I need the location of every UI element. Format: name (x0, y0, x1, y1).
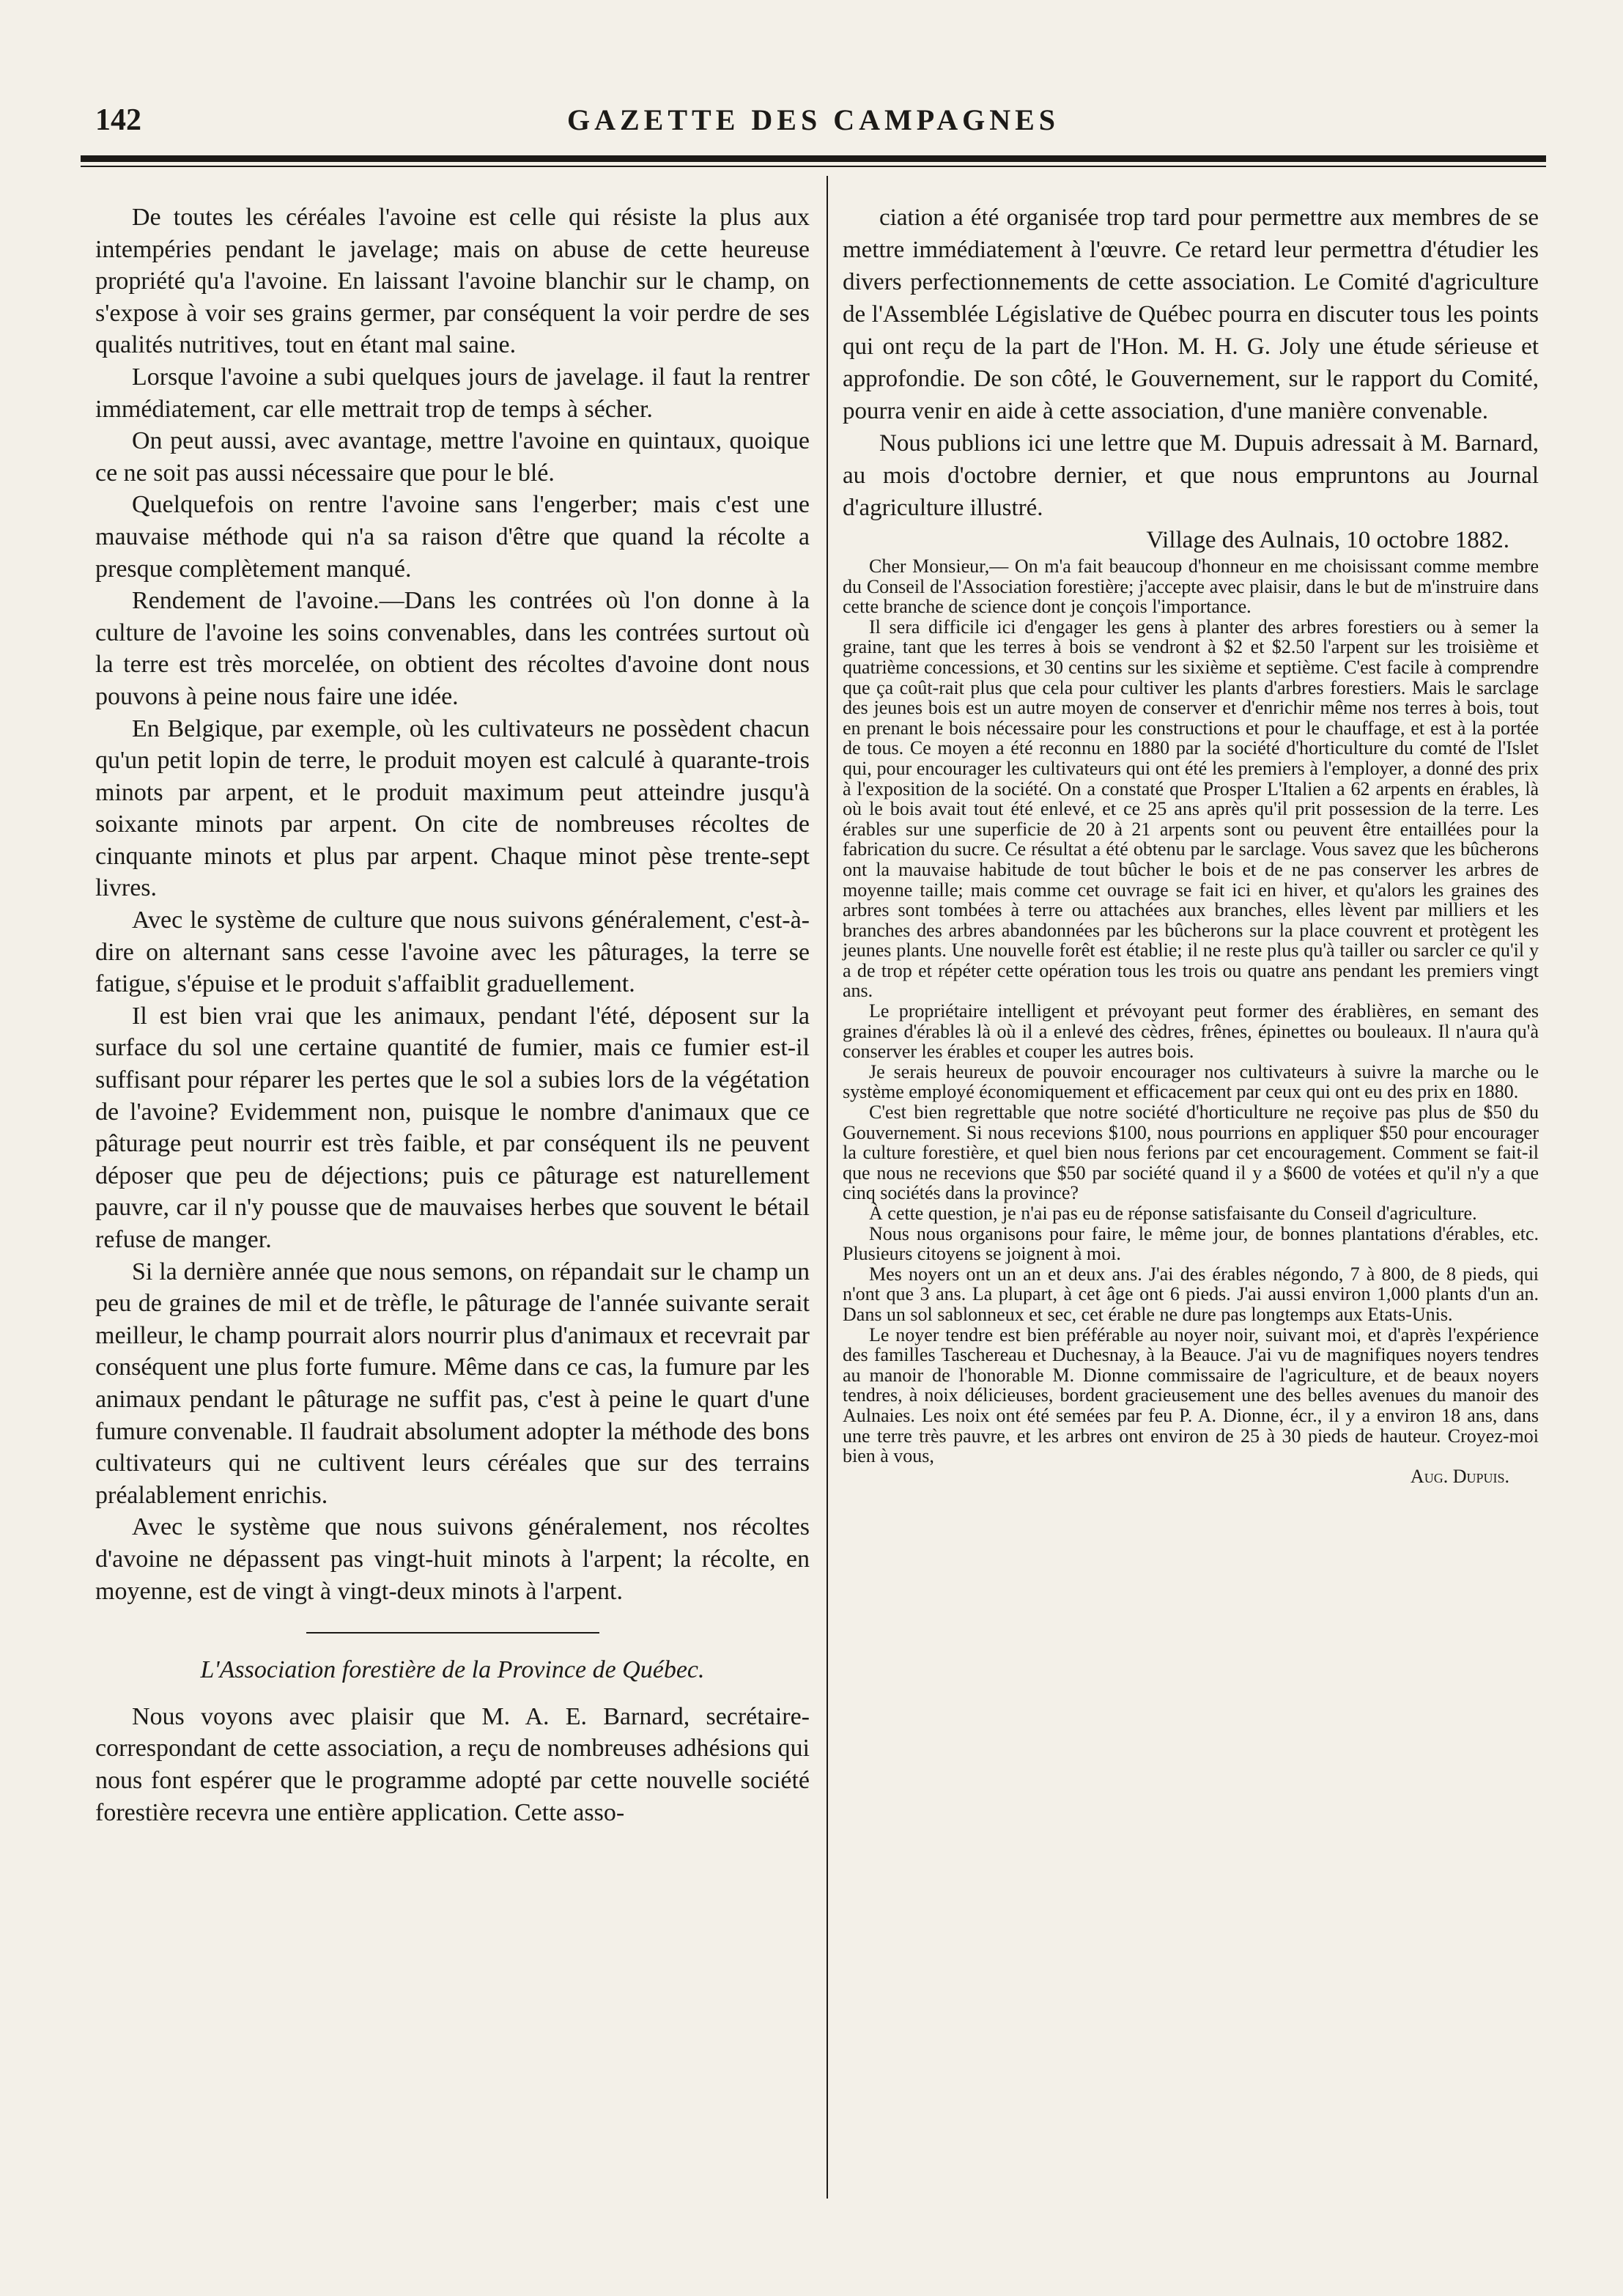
column-divider (827, 176, 828, 2199)
paragraph: Lorsque l'avoine a subi quelques jours de javelage. il faut la rentrer immédiatement, car elle mettrait trop de temps à sécher. (95, 363, 810, 423)
letter-paragraph: Il sera difficile ici d'engager les gens à planter des arbres forestiers ou à semer la graine, tant que les terres à bois se vendront à $2 et $2.50 l'arpent sur les troisième et quatrième concessions, et 30 centins sur les sixième et septième. C'est facile à comprendre que ça coût-rait plus que cela pour cultiver les plants d'arbres forestiers. Mais le sarclage des jeunes bois est un autre moyen de conserver et d'enrichir même nos terres à bois, tout en prenant le bois nécessaire pour les constructions et pour le chauffage, et est à la portée de tous. Ce moyen a été reconnu en 1880 par la société d'horticulture du comté de l'Islet qui, pour encourager les cultivateurs qui ont été les premiers à l'employer, a donné des prix à l'exposition de la société. On a constaté que Prosper L'Italien a 62 arpents en érables, là où le bois avait tout été enlevé, et ce 25 ans après qu'il prit possession de la terre. Les érables sur une superficie de 20 à 21 arpents sont ou peuvent être entaillées pour la fabrication du sucre. Ce résultat a été obtenu par le sarclage. Vous savez que les bûcherons ont la mauvaise habitude de tout bûcher le bois et de ne pas conserver les arbres de moyenne taille; mais comme cet ouvrage se fait ici en hiver, et qu'alors les graines des arbres sont tombées à terre ou attachées aux branches, elles lèvent par milliers et les branches des arbres abandonnées par les bûcherons sur la place couvrent et protègent les jeunes plants. Une nouvelle forêt est établie; il ne reste plus qu'à tailler ou sarcler ce qu'il y a de trop et répéter cette opération tous les trois ou quatre ans pendant les premiers vingt ans. (843, 616, 1539, 1002)
letter-paragraph: Mes noyers ont un an et deux ans. J'ai des érables négondo, 7 à 800, de 8 pieds, qui n'ont que 3 ans. La plupart, à cet âge ont 6 pieds. J'ai aussi environ 1,000 plants d'un an. Dans un sol sablonneux et sec, cet érable ne dure pas longtemps aux Etats-Unis. (843, 1263, 1539, 1325)
paragraph: De toutes les céréales l'avoine est celle qui résiste la plus aux intempéries pendant le javelage; mais on abuse de cette heureuse propriété qu'a l'avoine. En laissant l'avoine blanchir sur le champ, on s'expose à voir ses grains germer, par conséquent la voir perdre de ses qualités nutritives, tout en étant mal saine. (95, 204, 810, 359)
left-column (95, 202, 810, 1828)
paragraph: ciation a été organisée trop tard pour permettre aux membres de se mettre immédiatement à l'œuvre. Ce retard leur permettra d'étudier les divers perfectionnements de cette association. Le Comité d'agriculture de l'Assemblée Législative de Québec pourra en discuter tous les points qui ont reçu de la part de l'Hon. M. H. G. Joly une étude sérieuse et approfondie. De son côté, le Gouvernement, sur le rapport du Comité, pourra venir en aide à cette association, d'une manière convenable. (843, 204, 1539, 424)
paragraph: En Belgique, par exemple, où les cultivateurs ne possèdent chacun qu'un petit lopin de terre, le produit moyen est calculé à quarante-trois minots par arpent, et le produit maximum peut atteindre jusqu'à soixante minots par arpent. On cite de nombreuses récoltes de cinquante minots et plus par arpent. Chaque minot pèse trente-sept livres. (95, 715, 810, 902)
letter-paragraph: Je serais heureux de pouvoir encourager nos cultivateurs à suivre la marche ou le système employé économiquement et efficacement par ceux qui ont eu des prix en 1880. (843, 1060, 1539, 1103)
letter-paragraph: Le noyer tendre est bien préférable au noyer noir, suivant moi, et d'après l'expérience des familles Taschereau et Duchesnay, à la Beauce. J'ai vu de magnifiques noyers tendres au manoir de l'honorable M. Dionne commissaire de l'agriculture, et de beaux noyers tendres, à noix délicieuses, bordent gracieusement une des belles avenues du manoir des Aulnaies. Les noix ont été semées par feu P. A. Dionne, écr., il y a environ 18 ans, dans une terre très pauvre, et les arbres ont environ de 25 à 30 pieds de hauteur. Croyez-moi bien à vous, (843, 1324, 1539, 1467)
paragraph: Nous voyons avec plaisir que M. A. E. Barnard, secrétaire-correspondant de cette association, a reçu de nombreuses adhésions qui nous font espérer que le programme adopté par cette nouvelle société forestière recevra une entière application. Cette asso- (95, 1702, 810, 1826)
letter-paragraph: Nous nous organisons pour faire, le même jour, de bonnes plantations d'érables, etc. Plusieurs citoyens se joignent à moi. (843, 1222, 1539, 1265)
letter-paragraph: Cher Monsieur,— On m'a fait beaucoup d'honneur en me choisissant comme membre du Conseil de l'Association forestière; j'accepte avec plaisir, dans le but de m'instruire dans cette branche de science dont je conçois l'importance. (843, 555, 1539, 618)
section-title: L'Association forestière de la Province de Québec. (200, 1656, 705, 1684)
paragraph: Rendement de l'avoine.—Dans les contrées où l'on donne à la culture de l'avoine les soins convenables, dans les contrées surtout où la terre est très morcelée, on obtient des récoltes d'avoine dont nous pouvons à peine nous faire une idée. (95, 587, 810, 710)
section-separator (306, 1632, 599, 1634)
paragraph: Quelquefois on rentre l'avoine sans l'engerber; mais c'est une mauvaise méthode qui n'a sa raison d'être que quand la récolte a presque complètement manqué. (95, 491, 810, 583)
paragraph: Si la dernière année que nous semons, on répandait sur le champ un peu de graines de mil et de trèfle, le pâturage de l'année suivante serait meilleur, le champ pourrait alors nourrir plus d'animaux et recevrait par conséquent une plus forte fumure. Même dans ce cas, la fumure par les animaux pendant le pâturage ne suffit pas, c'est à peine le quart d'une fumure convenable. Il faudrait absolument adopter la méthode des bons cultivateurs qui ne cultivent leurs céréales que sur des terrains préalablement enrichis. (95, 1258, 810, 1509)
paragraph: On peut aussi, avec avantage, mettre l'avoine en quintaux, quoique ce ne soit pas aussi nécessaire que pour le blé. (95, 427, 810, 487)
header-rule-thick (81, 155, 1546, 162)
page-number: 142 (95, 103, 141, 137)
header-rule-thin (81, 166, 1546, 167)
paragraph: Il est bien vrai que les animaux, pendant l'été, déposent sur la surface du sol une certaine quantité de fumier, mais ce fumier est-il suffisant pour réparer les pertes que le sol a subies lors de la végétation de l'avoine? Evidemment non, puisque le nombre d'animaux que ce pâturage peut nourrir est très faible, et par conséquent ils ne peuvent déposer que peu de déjections; puis ce pâturage est naturellement pauvre, car il n'y pousse que de mauvaises herbes que souvent le bétail refuse de manger. (95, 1002, 810, 1253)
paragraph: Nous publions ici une lettre que M. Dupuis adressait à M. Barnard, au mois d'octobre dernier, et que nous empruntons au Journal d'agriculture illustré. (843, 430, 1539, 521)
letter-body (843, 556, 1539, 1486)
right-column (843, 202, 1539, 1486)
page-header (95, 103, 1531, 147)
letter-paragraph: Le propriétaire intelligent et prévoyant peut former des érablières, en semant des graines d'érables là où il a enlevé des cèdres, frênes, épinettes ou bouleaux. Il n'aura qu'à conserver les érables et couper les autres bois. (843, 1000, 1539, 1063)
letter-dateline: Village des Aulnais, 10 octobre 1882. (1146, 527, 1509, 553)
letter-paragraph: À cette question, je n'ai pas eu de réponse satisfaisante du Conseil d'agriculture. (869, 1203, 1477, 1224)
running-title: GAZETTE DES CAMPAGNES (566, 103, 1060, 136)
paragraph: Avec le système de culture que nous suivons généralement, c'est-à-dire on alternant sans cesse l'avoine avec les pâturages, la terre se fatigue, s'épuise et le produit s'affaiblit graduellement. (95, 907, 810, 998)
letter-paragraph: C'est bien regrettable que notre société d'horticulture ne reçoive pas plus de $50 du Gouvernement. Si nous recevions $100, nous pourrions en appliquer $50 pour encourager la culture forestière, et quel bien nous ferions par cet encouragement. Comment se fait-il que nous ne recevions que $50 par société quand il y a $600 de votées et qu'il n'y a que cinq sociétés dans la province? (843, 1101, 1539, 1204)
paragraph: Avec le système que nous suivons généralement, nos récoltes d'avoine ne dépassent pas vingt-huit minots à l'arpent; la récolte, en moyenne, est de vingt à vingt-deux minots à l'arpent. (95, 1513, 810, 1605)
letter-signature: Aug. Dupuis. (1410, 1465, 1509, 1487)
